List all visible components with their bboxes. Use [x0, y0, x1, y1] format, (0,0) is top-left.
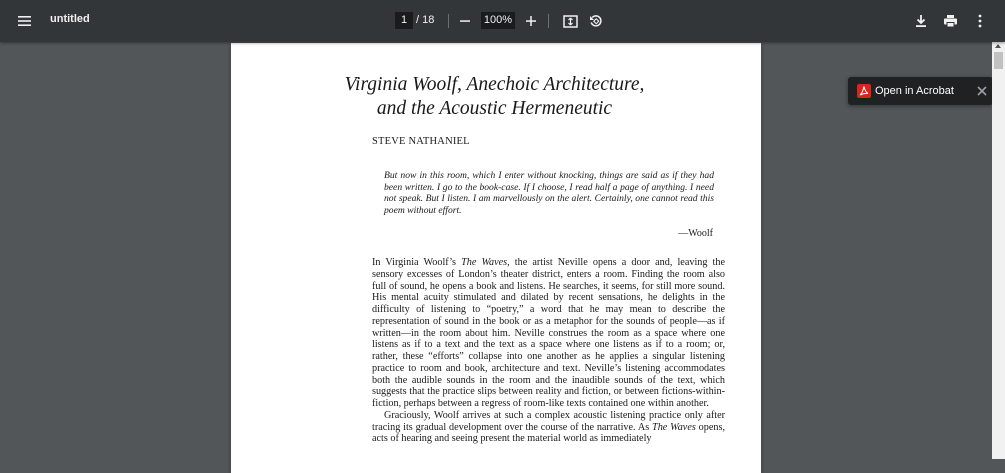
document-title: untitled: [50, 13, 90, 25]
page-total: / 18: [416, 14, 435, 26]
epigraph: But now in this room, which I enter without knocking, things are said as if they had been written. I go to the book-case. If I choose, I read half a page of anything. I need not speak. But I listen. I am marvellously on the alert. Certainly, one cannot read this poem without effort.: [384, 170, 714, 217]
acrobat-label: Open in Acrobat: [875, 85, 954, 97]
pdf-page: [231, 43, 761, 473]
zoom-level-input[interactable]: [481, 12, 515, 29]
zoom-out-button[interactable]: [451, 7, 479, 35]
more-options-button[interactable]: [966, 7, 994, 35]
scroll-up-arrow-icon[interactable]: [995, 44, 1001, 48]
fit-page-icon: [563, 15, 578, 28]
rotate-counterclockwise-icon: [589, 14, 603, 28]
close-icon[interactable]: [976, 84, 988, 98]
hamburger-menu-icon: [17, 14, 33, 28]
zoom-in-button[interactable]: [517, 7, 545, 35]
rotate-button[interactable]: [582, 7, 610, 35]
menu-button[interactable]: [11, 7, 39, 35]
download-icon: [914, 14, 928, 28]
more-vertical-icon: [977, 14, 983, 28]
page-number-input[interactable]: [395, 12, 413, 29]
toolbar-divider: [548, 14, 549, 28]
vertical-scrollbar[interactable]: [992, 42, 1005, 459]
fit-to-page-button[interactable]: [556, 7, 584, 35]
paragraph-2: Graciously, Woolf arrives at such a complex acoustic listening practice only after tracing its gradual development over the course of the narrative. As The Waves opens, acts of hearing and seeing present the material world as immediately: [372, 409, 725, 445]
scrollbar-thumb[interactable]: [994, 52, 1003, 69]
acrobat-logo-icon: [857, 84, 871, 98]
title-line-1: Virginia Woolf, Anechoic Architecture,: [344, 74, 645, 95]
article-title: [231, 73, 761, 121]
printer-icon: [943, 14, 958, 28]
epigraph-attribution: —Woolf: [678, 228, 713, 239]
article-body: [372, 257, 725, 445]
download-button[interactable]: [907, 7, 935, 35]
open-in-acrobat-button[interactable]: [848, 77, 993, 105]
pdf-toolbar: [0, 0, 1005, 42]
title-line-2: and the Acoustic Hermeneutic: [376, 98, 613, 119]
toolbar-divider: [448, 14, 449, 28]
author-name: STEVE NATHANIEL: [372, 136, 470, 147]
print-button[interactable]: [936, 7, 964, 35]
minus-icon: [459, 15, 471, 27]
plus-icon: [525, 15, 537, 27]
paragraph-1: In Virginia Woolf’s The Waves, the artist Neville opens a door and, leaving the sensory excesses of London’s theater district, enters a room. Finding the room also full of sound, he opens a book and listens. He searches, it seems, for still more sound. His mental acuity stimulated and dilated by recent sensations, he delights in the difficulty of listening to “poetry,” a word that he may mean to describe the representation of sound in the book or as a metaphor for the sounds of people—as if written—in the room about him. Neville construes the room as a space where one listens as if to a text and the text as a space where one listens as if to a room; or, rather, these “efforts” collapse into one another as he applies a singular listening practice to room and book, architecture and text. Neville’s listening accommodates both the audible sounds in the room and the inaudible sounds of the text, which suggests that the practice slips between reality and fiction, or between fictions-within-fiction, perhaps between a regress of room-like texts contained one within another.: [372, 257, 725, 409]
